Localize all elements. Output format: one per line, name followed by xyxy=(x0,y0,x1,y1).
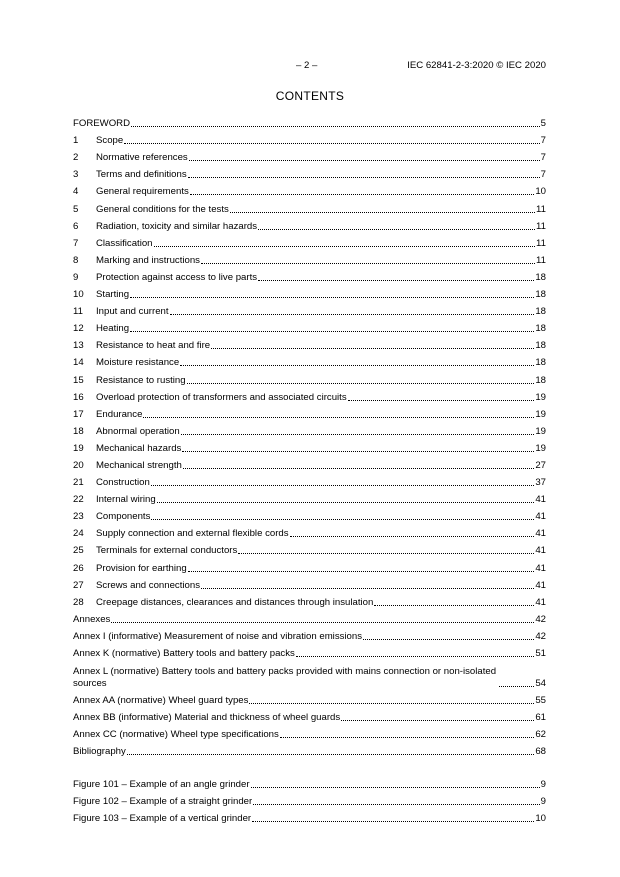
figure-entry[interactable] xyxy=(73,808,546,825)
page-reference: 10 xyxy=(535,813,546,825)
page-reference: 51 xyxy=(535,648,546,659)
toc-entry-number: 28 xyxy=(73,596,84,608)
toc-entry-label: Terms and definitions xyxy=(96,169,187,181)
page-reference: 41 xyxy=(535,511,546,523)
toc-entry-number: 26 xyxy=(73,562,84,574)
dot-leader xyxy=(190,193,535,195)
toc-entry-number: 19 xyxy=(73,442,84,454)
toc-entry[interactable] xyxy=(73,506,546,523)
toc-entry[interactable] xyxy=(73,216,546,233)
toc-entry[interactable] xyxy=(73,301,546,318)
toc-entry-label: Annexes xyxy=(73,613,111,625)
toc-entry-label: Annex AA (normative) Wheel guard types xyxy=(73,694,249,706)
page-reference: 41 xyxy=(535,545,546,557)
dot-leader xyxy=(280,736,535,738)
toc-entry-label: Scope xyxy=(96,135,124,147)
page-reference: 41 xyxy=(535,579,546,591)
toc-entry[interactable] xyxy=(73,284,546,301)
toc-entry-label: Annex L (normative) Battery tools and battery packs provided with mains connection or non-isolated sources xyxy=(73,665,497,689)
toc-entry-number: 27 xyxy=(73,579,84,591)
page-reference: 9 xyxy=(540,779,546,791)
toc-entry[interactable] xyxy=(73,404,546,421)
toc-entry[interactable] xyxy=(73,609,546,626)
dot-leader xyxy=(180,364,534,366)
toc-entry-number: 11 xyxy=(73,306,83,318)
page-reference: 5 xyxy=(540,118,546,130)
toc-entry-label: Normative references xyxy=(96,152,188,164)
toc-entry[interactable] xyxy=(73,387,546,404)
dot-leader xyxy=(127,753,535,755)
figure-entry-label: Figure 102 – Example of a straight grinder xyxy=(73,796,253,808)
figure-entry-label: Figure 101 – Example of an angle grinder xyxy=(73,779,250,791)
contents-title: CONTENTS xyxy=(275,89,345,103)
toc-entry[interactable] xyxy=(73,592,546,609)
dot-leader xyxy=(170,313,535,315)
toc-entry-label: General conditions for the tests xyxy=(96,203,229,215)
toc-entry[interactable] xyxy=(73,472,546,489)
toc-entry-number: 18 xyxy=(73,425,84,437)
page-reference: 41 xyxy=(535,528,546,540)
toc-entry[interactable] xyxy=(73,233,546,250)
dot-leader xyxy=(249,702,534,704)
toc-entry-label: Internal wiring xyxy=(96,494,156,506)
dot-leader xyxy=(189,159,540,161)
dot-leader xyxy=(251,786,540,788)
dot-leader xyxy=(238,552,534,554)
dot-leader xyxy=(154,245,536,247)
toc-entry-number: 5 xyxy=(73,203,79,215)
toc-entry-number: 10 xyxy=(73,289,84,301)
toc-entry-number: 20 xyxy=(73,459,84,471)
toc-entry-label: General requirements xyxy=(96,186,189,198)
page-number: – 2 – xyxy=(296,60,318,71)
page-reference: 19 xyxy=(535,425,546,437)
toc-entry-label: Annex K (normative) Battery tools and battery packs xyxy=(73,648,295,659)
figure-entry[interactable] xyxy=(73,791,546,808)
toc-entry[interactable] xyxy=(73,724,546,741)
toc-entry[interactable] xyxy=(73,113,546,130)
dot-leader xyxy=(363,638,534,640)
figure-entry[interactable] xyxy=(73,774,546,791)
dot-leader xyxy=(188,176,540,178)
toc-entry[interactable] xyxy=(73,455,546,472)
toc-entry-number: 21 xyxy=(73,477,84,489)
toc-entry-label: Resistance to heat and fire xyxy=(96,340,211,352)
page-reference: 18 xyxy=(535,323,546,335)
page-reference: 11 xyxy=(536,203,546,215)
toc-entry[interactable] xyxy=(73,130,546,147)
dot-leader xyxy=(374,604,534,606)
toc-entry-number: 12 xyxy=(73,323,84,335)
toc-entry[interactable] xyxy=(73,660,546,690)
table-of-contents xyxy=(73,113,546,825)
toc-entry[interactable] xyxy=(73,523,546,540)
page-reference: 61 xyxy=(535,711,546,723)
dot-leader xyxy=(253,803,539,805)
toc-entry-label: Supply connection and external flexible cords xyxy=(96,528,289,540)
dot-leader xyxy=(131,125,540,127)
dot-leader xyxy=(296,655,535,657)
toc-entry-number: 2 xyxy=(73,152,79,164)
toc-entry-label: Terminals for external conductors xyxy=(96,545,238,557)
toc-entry-label: Bibliography xyxy=(73,746,126,758)
page-reference: 41 xyxy=(535,596,546,608)
toc-entry[interactable] xyxy=(73,181,546,198)
toc-entry-label: Starting xyxy=(96,289,130,301)
toc-entry[interactable] xyxy=(73,643,546,660)
dot-leader xyxy=(188,570,535,572)
toc-entry-label: Annex BB (informative) Material and thickness of wheel guards xyxy=(73,711,341,723)
toc-entry[interactable] xyxy=(73,250,546,267)
dot-leader xyxy=(258,279,534,281)
page-reference: 11 xyxy=(536,237,546,249)
toc-entry-label: Annex CC (normative) Wheel type specifications xyxy=(73,728,279,740)
toc-entry-label: Screws and connections xyxy=(96,579,200,591)
page-reference: 42 xyxy=(535,613,546,625)
dot-leader xyxy=(230,211,535,213)
dot-leader xyxy=(341,719,534,721)
toc-entry-number: 7 xyxy=(73,237,79,249)
figure-entry-label: Figure 103 – Example of a vertical grinder xyxy=(73,813,252,825)
toc-entry[interactable] xyxy=(73,489,546,506)
toc-entry-label: Moisture resistance xyxy=(96,357,180,369)
page-reference: 55 xyxy=(535,694,546,706)
dot-leader xyxy=(348,399,535,401)
page-reference: 41 xyxy=(535,494,546,506)
page-reference: 27 xyxy=(535,459,546,471)
page-header xyxy=(0,60,620,74)
dot-leader xyxy=(130,296,534,298)
page-reference: 11 xyxy=(536,254,546,266)
toc-entry-number: 22 xyxy=(73,494,84,506)
toc-entry[interactable] xyxy=(73,540,546,557)
page-reference: 9 xyxy=(540,796,546,808)
page-reference: 62 xyxy=(535,728,546,740)
toc-entry[interactable] xyxy=(73,557,546,574)
page-reference: 10 xyxy=(535,186,546,198)
page-reference: 18 xyxy=(535,340,546,352)
document-id: IEC 62841-2-3:2020 © IEC 2020 xyxy=(407,60,546,71)
toc-entry[interactable] xyxy=(73,421,546,438)
toc-entry-number: 16 xyxy=(73,391,84,403)
dot-leader xyxy=(183,467,534,469)
dot-leader xyxy=(151,484,534,486)
page-reference: 11 xyxy=(536,220,546,232)
toc-entry[interactable] xyxy=(73,690,546,707)
page-reference: 7 xyxy=(540,152,546,164)
toc-entry[interactable] xyxy=(73,626,546,643)
toc-entry-label: Construction xyxy=(96,477,150,489)
toc-entry-number: 9 xyxy=(73,271,79,283)
toc-entry[interactable] xyxy=(73,707,546,724)
toc-entry[interactable] xyxy=(73,198,546,215)
toc-entry-number: 1 xyxy=(73,135,79,147)
page-reference: 42 xyxy=(535,630,546,642)
page-reference: 68 xyxy=(535,746,546,758)
toc-entry-label: Endurance xyxy=(96,408,143,420)
toc-entry-label: Radiation, toxicity and similar hazards xyxy=(96,220,258,232)
toc-entry-number: 8 xyxy=(73,254,79,266)
dot-leader xyxy=(252,820,534,822)
toc-entry-number: 24 xyxy=(73,528,84,540)
page-reference: 19 xyxy=(535,442,546,454)
toc-entry[interactable] xyxy=(73,438,546,455)
page-reference: 18 xyxy=(535,289,546,301)
toc-entry[interactable] xyxy=(73,147,546,164)
page-reference: 37 xyxy=(535,477,546,489)
dot-leader xyxy=(201,587,534,589)
toc-entry-label: Heating xyxy=(96,323,130,335)
dot-leader xyxy=(181,433,535,435)
toc-entry-label: Annex I (informative) Measurement of noise and vibration emissions xyxy=(73,630,363,642)
dot-leader xyxy=(157,501,535,503)
toc-entry-number: 25 xyxy=(73,545,84,557)
dot-leader xyxy=(211,347,534,349)
toc-entry-label: Components xyxy=(96,511,151,523)
dot-leader xyxy=(499,685,534,687)
toc-entry-label: Abnormal operation xyxy=(96,425,180,437)
toc-entry-label: Creepage distances, clearances and distances through insulation xyxy=(96,596,374,608)
page-reference: 18 xyxy=(535,357,546,369)
toc-entry-label: Marking and instructions xyxy=(96,254,200,266)
page-reference: 41 xyxy=(535,562,546,574)
dot-leader xyxy=(201,262,535,264)
toc-entry-label: Resistance to rusting xyxy=(96,374,186,386)
toc-entry[interactable] xyxy=(73,369,546,386)
toc-entry[interactable] xyxy=(73,318,546,335)
toc-entry-label: Input and current xyxy=(96,306,169,318)
toc-entry-label: Classification xyxy=(96,237,153,249)
dot-leader xyxy=(130,330,534,332)
page-reference: 18 xyxy=(535,271,546,283)
toc-entry[interactable] xyxy=(73,267,546,284)
page-reference: 7 xyxy=(540,135,546,147)
page-reference: 19 xyxy=(535,408,546,420)
toc-entry[interactable] xyxy=(73,335,546,352)
page-reference: 18 xyxy=(535,306,546,318)
section-gap xyxy=(73,758,546,774)
dot-leader xyxy=(258,228,535,230)
dot-leader xyxy=(187,382,535,384)
dot-leader xyxy=(290,535,535,537)
toc-entry-number: 23 xyxy=(73,511,84,523)
page-reference: 18 xyxy=(535,374,546,386)
dot-leader xyxy=(182,450,534,452)
toc-entry[interactable] xyxy=(73,575,546,592)
toc-entry[interactable] xyxy=(73,352,546,369)
toc-entry-label: FOREWORD xyxy=(73,118,131,130)
toc-entry-number: 3 xyxy=(73,169,79,181)
toc-entry-label: Protection against access to live parts xyxy=(96,271,258,283)
toc-entry[interactable] xyxy=(73,741,546,758)
dot-leader xyxy=(151,518,534,520)
toc-entry-label: Overload protection of transformers and associated circuits xyxy=(96,391,347,403)
toc-entry-label: Provision for earthing xyxy=(96,562,187,574)
page-reference: 7 xyxy=(540,169,546,181)
dot-leader xyxy=(143,416,534,418)
page-reference: 19 xyxy=(535,391,546,403)
toc-entry-number: 14 xyxy=(73,357,84,369)
toc-entry[interactable] xyxy=(73,164,546,181)
dot-leader xyxy=(124,142,539,144)
toc-entry-number: 13 xyxy=(73,340,84,352)
toc-entry-number: 17 xyxy=(73,408,84,420)
toc-entry-number: 15 xyxy=(73,374,84,386)
dot-leader xyxy=(111,621,534,623)
toc-entry-number: 4 xyxy=(73,186,79,198)
toc-entry-number: 6 xyxy=(73,220,79,232)
toc-entry-label: Mechanical strength xyxy=(96,459,182,471)
page-reference: 54 xyxy=(535,677,546,689)
toc-entry-label: Mechanical hazards xyxy=(96,442,182,454)
